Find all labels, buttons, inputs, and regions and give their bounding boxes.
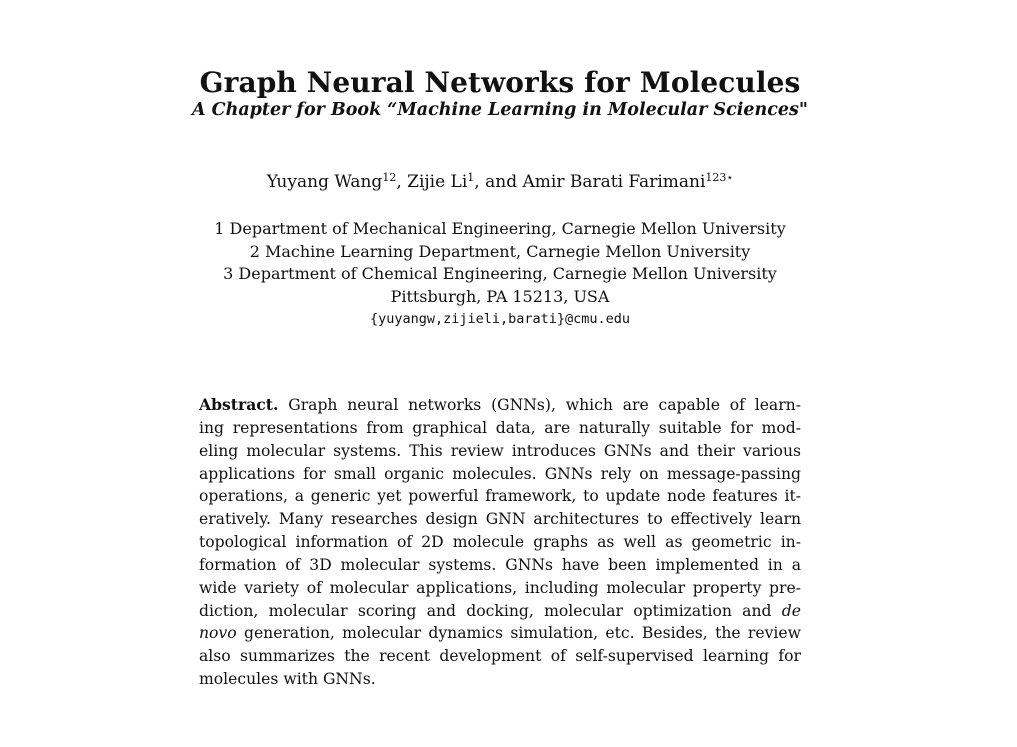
abstract-line: eratively. Many researches design GNN architectures to effectively learn <box>199 510 801 529</box>
affiliation-line: 1 Department of Mechanical Engineering, Carnegie Mellon University <box>214 219 786 238</box>
abstract-line: ing representations from graphical data, are naturally suitable for mod- <box>199 418 801 437</box>
abstract-line: formation of 3D molecular systems. GNNs have been implemented in a <box>199 555 801 574</box>
abstract-line: also summarizes the recent development of self-supervised learning for <box>199 647 801 666</box>
abstract-line: wide variety of molecular applications, including molecular property pre- <box>199 578 801 597</box>
author-affiliation-mark: 123⋆ <box>705 171 734 184</box>
paper-title: Graph Neural Networks for Molecules <box>199 66 801 99</box>
abstract-italic-term: de <box>781 601 801 620</box>
abstract-line: molecules with GNNs. <box>199 670 376 689</box>
affiliation-address: Pittsburgh, PA 15213, USA <box>390 287 610 306</box>
abstract-label: Abstract. <box>199 395 279 414</box>
abstract-line <box>199 622 801 645</box>
abstract-line: topological information of 2D molecule graphs as well as geometric in- <box>199 533 801 552</box>
author-separator: , <box>396 172 408 192</box>
abstract-line: applications for small organic molecules. GNNs rely on message-passing <box>199 464 801 483</box>
affiliation-line: 2 Machine Learning Department, Carnegie Mellon University <box>249 242 751 261</box>
author-name: Yuyang Wang <box>266 172 383 192</box>
affiliation-line: 3 Department of Chemical Engineering, Carnegie Mellon University <box>223 264 777 283</box>
author-name: Zijie Li <box>407 172 468 192</box>
abstract-line: eling molecular systems. This review introduces GNNs and their various <box>199 441 801 460</box>
author-name: Amir Barati Farimani <box>522 172 706 192</box>
abstract-text: Graph neural networks (GNNs), which are capable of learn- <box>278 396 801 414</box>
abstract-line <box>199 600 801 623</box>
abstract-italic-term: novo <box>199 624 237 643</box>
author-email: {yuyangw,zijieli,barati}@cmu.edu <box>369 311 631 327</box>
author-list <box>0 172 1000 192</box>
author-affiliation-mark: 1 <box>467 171 475 184</box>
paper-subtitle: A Chapter for Book “Machine Learning in Molecular Sciences" <box>192 100 808 120</box>
abstract-text: diction, molecular scoring and docking, molecular optimization and <box>199 601 782 620</box>
abstract-line: operations, a generic yet powerful framework, to update node features it- <box>199 487 801 506</box>
abstract-text: generation, molecular dynamics simulation, etc. Besides, the review <box>243 624 801 643</box>
abstract-line <box>199 394 801 417</box>
abstract <box>199 394 801 691</box>
author-separator: , and <box>474 172 523 192</box>
author-affiliation-mark: 12 <box>382 171 397 184</box>
